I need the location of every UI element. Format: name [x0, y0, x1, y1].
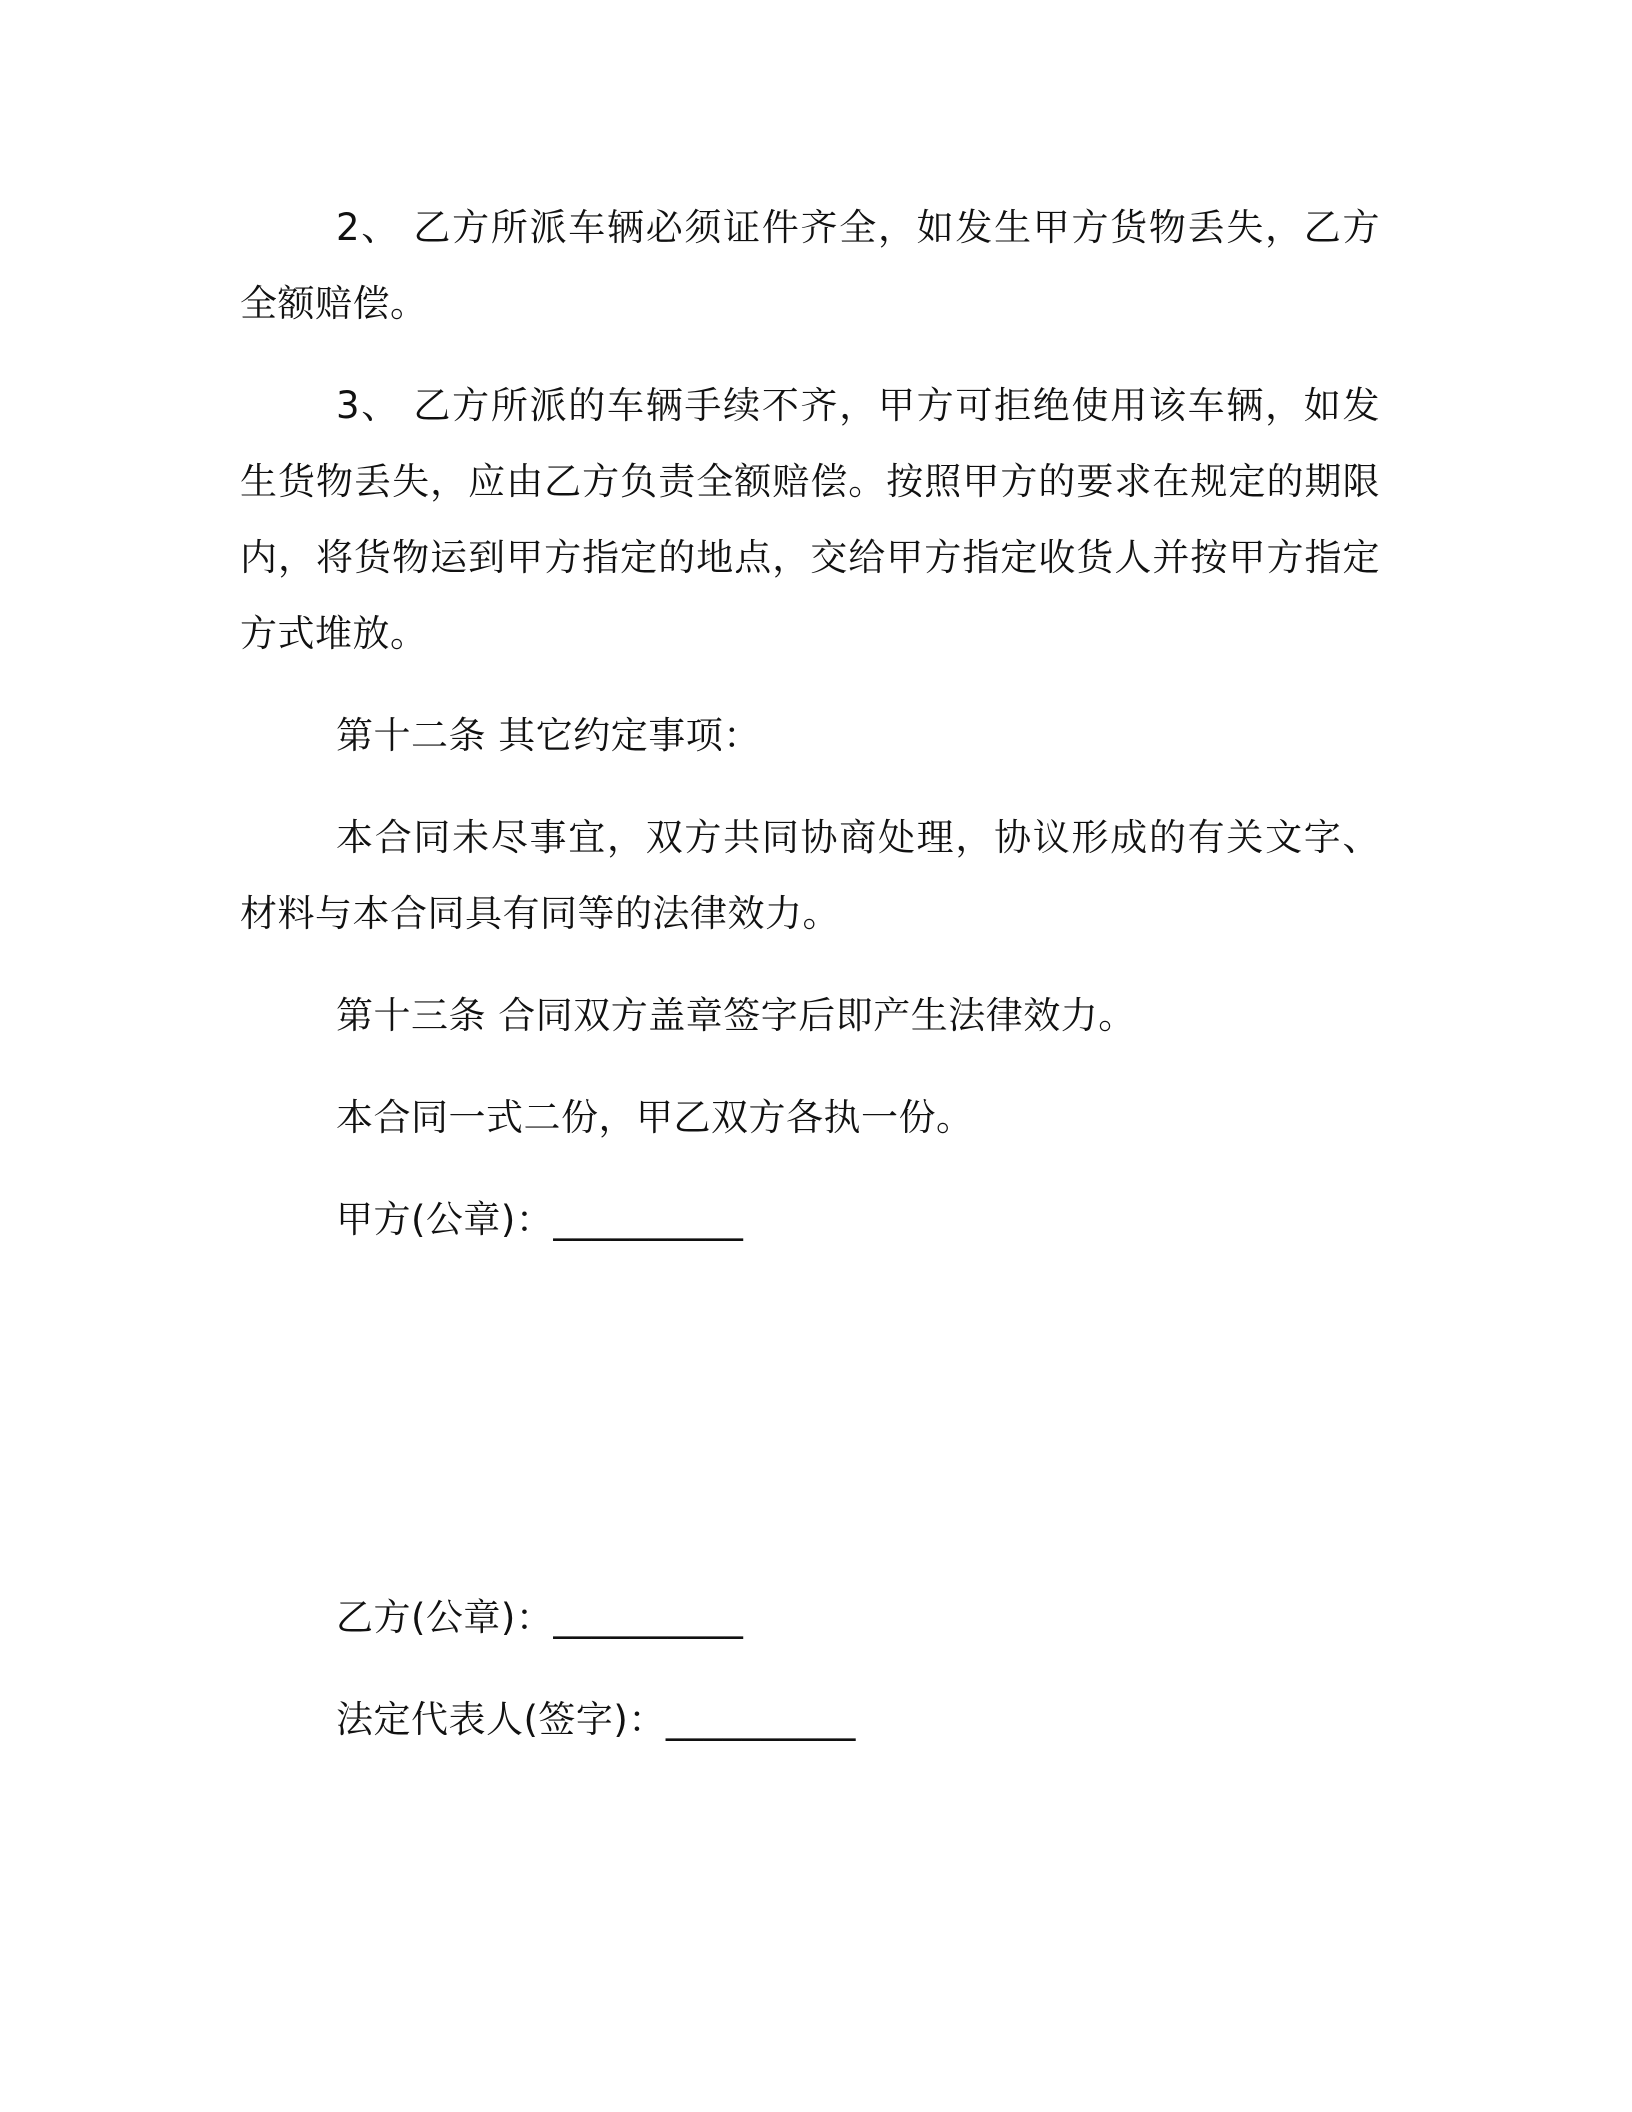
clause-3-paragraph: 3、 乙方所派的车辆手续不齐，甲方可拒绝使用该车辆，如发生货物丢失，应由乙方负责全额赔偿。按照甲方的要求在规定的期限内，将货物运到甲方指定的地点，交给甲方指定收货人并按甲方指定方式堆放。: [240, 384, 1380, 655]
unresolved-matters-paragraph: 本合同未尽事宜，双方共同协商处理，协议形成的有关文字、材料与本合同具有同等的法律效力。: [240, 816, 1380, 935]
article-13-paragraph: 第十三条 合同双方盖章签字后即产生法律效力。: [336, 994, 1136, 1037]
article-12-heading: 第十二条 其它约定事项：: [336, 714, 761, 757]
clause-2-paragraph: 2、 乙方所派车辆必须证件齐全，如发生甲方货物丢失，乙方全额赔偿。: [240, 206, 1380, 325]
signature-spacer: [240, 1258, 1380, 1580]
party-a-seal-line: 甲方(公章)：__________: [336, 1198, 744, 1241]
copies-paragraph: 本合同一式二份，甲乙双方各执一份。: [336, 1096, 974, 1139]
party-b-seal-line: 乙方(公章)：__________: [336, 1596, 744, 1639]
document-body: [240, 190, 1380, 1758]
legal-representative-signature-line: 法定代表人(签字)：__________: [336, 1698, 856, 1741]
